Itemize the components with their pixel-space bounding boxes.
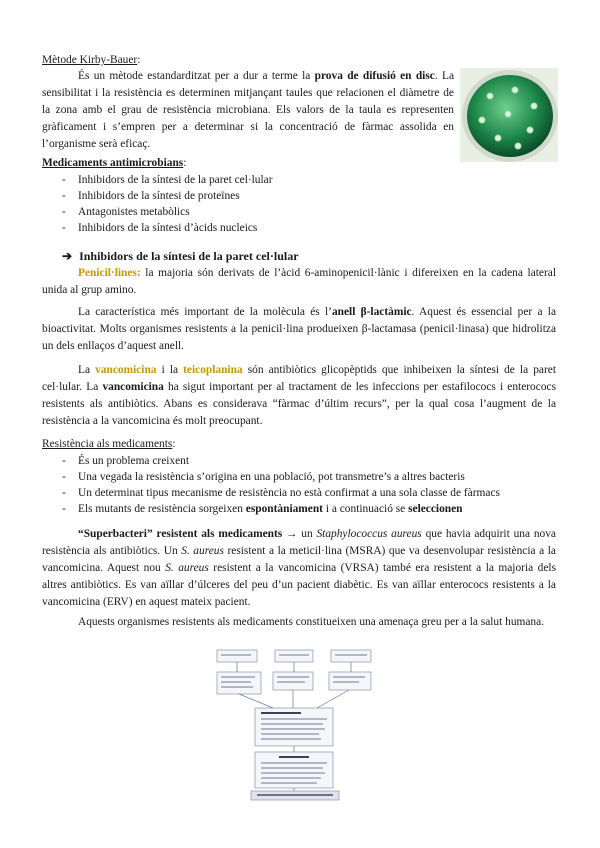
list-item: - Antagonistes metabòlics <box>58 204 508 220</box>
resistance-list <box>58 453 558 517</box>
petri-dish-image <box>460 68 558 162</box>
antimicrobials-list <box>58 172 508 236</box>
resistance-heading: Resistència als medicaments: <box>42 438 176 450</box>
beta-lactam-paragraph: La característica més important de la molècula és l’anell β-lactàmic. Aquest és essencial per a la bioactivitat. Molts organismes resistents a la penicil·lina produeixen β-lactamasa (penicil·linasa) que hidrolitza un dels enllaços d’aquest anell. <box>42 306 557 352</box>
kirby-paragraph: És un mètode estandarditzat per a dur a terme la prova de difusió en disc. La sensibilitat i la resistència es determinen mitjançant taules que relacionen el diàmetre de la zona amb el grau de resistència microbiana. Els valors de la taula es representen gràficament i s’empren per a determinar si la concentració de fàrmac assolida en l’organisme serà eficaç. <box>42 70 454 150</box>
superbug-paragraph: “Superbacteri” resistent als medicaments → un Staphylococcus aureus que havia adquirit una nova resistència als antibiòtics. Un S. aureus resistent a la meticil·lina (MSRA) que va desenvolupar resistència a la vancomicina. Aquest nou S. aureus resistent a la vancomicina (VRSA) també era resistent a la majoria dels altres antibiòtics. Es van aïllar d’úlceres del peu d’un pacient diabètic. Es van aïllar enterococs resistents a la vancomicina (ERV) en aquest mateix pacient. <box>42 528 557 608</box>
list-item: - Un determinat tipus mecanisme de resistència no està confirmat a una sola classe de fàrmacs <box>58 485 558 501</box>
penicillin-paragraph: Penicil·lines: la majoria són derivats de l’àcid 6-aminopenicil·lànic i difereixen en la cadena lateral unida al grup amino. <box>42 267 556 296</box>
list-item: - És un problema creixent <box>58 453 558 469</box>
list-item: - Inhibidors de la síntesi de la paret cel·lular <box>58 172 508 188</box>
cellwall-heading <box>62 249 299 264</box>
list-item: - Una vegada la resistència s’origina en una població, pot transmetre’s a altres bacteris <box>58 469 558 485</box>
list-item: - Inhibidors de la síntesi d’àcids nucleics <box>58 220 508 236</box>
resistance-flow-diagram <box>213 648 373 801</box>
closing-paragraph: Aquests organismes resistents als medicaments constitueixen una amenaça greu per a la salut humana. <box>78 616 545 628</box>
kirby-heading-text: Mètode Kirby-Bauer <box>42 54 138 66</box>
kirby-heading: Mètode Kirby-Bauer: <box>42 54 141 66</box>
arrow-icon: ➔ <box>62 249 73 263</box>
petri-dish-illustration <box>460 68 558 162</box>
antimicrobials-heading: Medicaments antimicrobians: <box>42 157 187 169</box>
list-item: - Inhibidors de la síntesi de proteïnes <box>58 188 508 204</box>
cellwall-heading-text: Inhibidors de la síntesi de la paret cel·lular <box>79 249 299 263</box>
list-item: - Els mutants de resistència sorgeixen espontàniament i a continuació se seleccionen <box>58 501 558 517</box>
vancomycin-paragraph: La vancomicina i la teicoplanina són antibiòtics glicopèptids que inhibeixen la síntesi de la paret cel·lular. La vancomicina ha sigut important per al tractament de les infeccions per estafilococs i enterococs resistents als antibiòtics. Abans es considerava “fàrmac d’últim recurs”, per la qual cosa l’augment de la resistència a la vancomicina és molt preocupant. <box>42 364 557 427</box>
flow-diagram-figure <box>213 648 373 801</box>
